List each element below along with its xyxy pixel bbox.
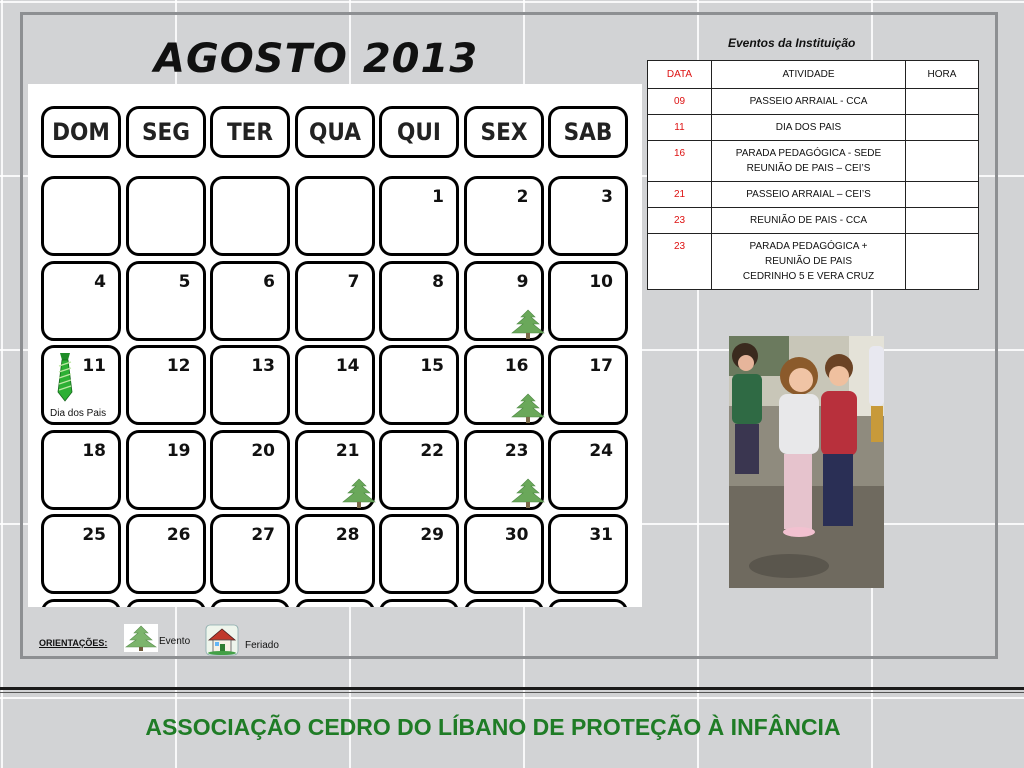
calendar-grid (28, 84, 642, 607)
day-cell-21 (295, 430, 375, 510)
day-cell-13 (210, 345, 290, 425)
day-cell-14 (295, 345, 375, 425)
day-number: 16 (504, 356, 529, 376)
event-date: 16 (648, 141, 712, 182)
day-cell-16 (464, 345, 544, 425)
day-cell-23 (464, 430, 544, 510)
day-number: 9 (516, 271, 529, 292)
event-row (648, 234, 979, 290)
day-number: 2 (516, 187, 529, 207)
house-icon (205, 624, 239, 656)
event-activity: PARADA PEDAGÓGICA - SEDE REUNIÃO DE PAIS – CEI’S (712, 141, 906, 182)
event-hour (906, 208, 979, 234)
weekday-dom (41, 106, 121, 158)
page-title: AGOSTO 2013 (154, 36, 479, 82)
weekday-sab (548, 106, 628, 158)
day-cell-26 (126, 514, 206, 594)
weekday-seg (126, 106, 206, 158)
event-activity: DIA DOS PAIS (712, 115, 906, 141)
day-number: 31 (589, 525, 613, 545)
day-cell-19 (126, 430, 206, 510)
weekday-label: QUA (308, 118, 361, 146)
events-table (647, 60, 979, 290)
weekday-label: QUI (397, 118, 441, 146)
header-date: DATA (648, 61, 712, 89)
cedar-tree-icon (124, 624, 158, 652)
day-cell-empty (464, 599, 544, 608)
day-cell-20 (210, 430, 290, 510)
day-number: 23 (504, 440, 529, 461)
day-cell-11 (41, 345, 121, 425)
day-number: 11 (82, 356, 106, 376)
tie-icon (52, 352, 78, 402)
event-hour (906, 115, 979, 141)
weekday-sex (464, 106, 544, 158)
day-number: 1 (432, 187, 444, 207)
event-row (648, 89, 979, 115)
event-date: 23 (648, 208, 712, 234)
footer-rule-thin (0, 692, 1024, 693)
cedar-tree-icon (342, 477, 376, 509)
day-number: 22 (420, 440, 444, 461)
event-activity: REUNIÃO DE PAIS - CCA (712, 208, 906, 234)
day-cell-9 (464, 261, 544, 341)
day-number: 15 (420, 356, 444, 376)
day-number: 7 (347, 271, 360, 292)
day-cell-empty (126, 176, 206, 256)
event-row (648, 141, 979, 182)
day-number: 27 (251, 525, 275, 545)
day-cell-8 (379, 261, 459, 341)
weekday-label: DOM (52, 118, 110, 146)
day-cell-empty (210, 176, 290, 256)
day-cell-31 (548, 514, 628, 594)
weekday-label: SAB (563, 118, 613, 146)
day-cell-17 (548, 345, 628, 425)
weekday-label: SEG (141, 118, 190, 146)
event-date: 09 (648, 89, 712, 115)
event-hour (906, 141, 979, 182)
day-cell-empty (41, 599, 121, 608)
day-number: 14 (335, 356, 360, 376)
day-cell-1 (379, 176, 459, 256)
event-date: 23 (648, 234, 712, 290)
day-cell-15 (379, 345, 459, 425)
weekday-label: TER (226, 118, 274, 146)
event-row (648, 115, 979, 141)
day-number: 10 (589, 271, 613, 292)
event-hour (906, 234, 979, 290)
day-cell-5 (126, 261, 206, 341)
day-number: 26 (166, 525, 191, 545)
cedar-tree-icon (511, 308, 545, 340)
footer-organization: ASSOCIAÇÃO CEDRO DO LÍBANO DE PROTEÇÃO À INFÂNCIA (145, 714, 841, 740)
event-activity: PASSEIO ARRAIAL – CEI’S (712, 182, 906, 208)
event-date: 21 (648, 182, 712, 208)
weekday-ter (210, 106, 290, 158)
day-number: 13 (251, 356, 275, 376)
day-cell-25 (41, 514, 121, 594)
day-cell-empty (210, 599, 290, 608)
day-cell-empty (295, 176, 375, 256)
weekday-qua (295, 106, 375, 158)
day-number: 25 (82, 525, 106, 545)
day-number: 17 (589, 356, 613, 376)
weekday-label: SEX (480, 118, 527, 146)
fathers-day-caption: Dia dos Pais (50, 408, 107, 419)
day-number: 5 (178, 271, 191, 292)
footer-rule (0, 687, 1024, 690)
header-activity: ATIVIDADE (712, 61, 906, 89)
event-row (648, 208, 979, 234)
day-cell-29 (379, 514, 459, 594)
legend-label: ORIENTAÇÕES: (39, 638, 108, 648)
day-cell-6 (210, 261, 290, 341)
children-photo (729, 336, 884, 588)
day-cell-3 (548, 176, 628, 256)
day-cell-18 (41, 430, 121, 510)
events-header-row (648, 61, 979, 89)
day-number: 30 (504, 525, 529, 545)
day-number: 20 (251, 440, 275, 461)
weekday-qui (379, 106, 459, 158)
events-title: Eventos da Instituição (728, 36, 856, 50)
cedar-tree-icon (511, 477, 545, 509)
day-cell-empty (379, 599, 459, 608)
day-number: 19 (166, 440, 191, 461)
event-date: 11 (648, 115, 712, 141)
day-number: 6 (263, 271, 275, 292)
day-cell-30 (464, 514, 544, 594)
day-cell-7 (295, 261, 375, 341)
day-number: 8 (432, 271, 444, 292)
day-number: 18 (82, 440, 106, 461)
event-row (648, 182, 979, 208)
day-number: 24 (589, 440, 613, 461)
cedar-tree-icon (511, 392, 545, 424)
day-cell-empty (548, 599, 628, 608)
day-cell-10 (548, 261, 628, 341)
day-cell-empty (126, 599, 206, 608)
day-cell-2 (464, 176, 544, 256)
day-number: 28 (335, 525, 360, 545)
event-activity: PASSEIO ARRAIAL - CCA (712, 89, 906, 115)
day-cell-empty (41, 176, 121, 256)
day-number: 4 (94, 271, 106, 292)
day-cell-22 (379, 430, 459, 510)
day-cell-4 (41, 261, 121, 341)
event-hour (906, 89, 979, 115)
legend-event-label: Evento (159, 636, 191, 647)
event-hour (906, 182, 979, 208)
day-cell-27 (210, 514, 290, 594)
day-cell-12 (126, 345, 206, 425)
legend-holiday-label: Feriado (245, 640, 279, 651)
event-activity: PARADA PEDAGÓGICA + REUNIÃO DE PAIS CEDRINHO 5 E VERA CRUZ (712, 234, 906, 290)
header-hour: HORA (906, 61, 979, 89)
day-cell-24 (548, 430, 628, 510)
day-number: 12 (166, 356, 191, 376)
day-number: 3 (601, 187, 613, 207)
day-cell-empty (295, 599, 375, 608)
day-number: 29 (420, 525, 444, 545)
day-cell-28 (295, 514, 375, 594)
day-number: 21 (335, 440, 360, 461)
